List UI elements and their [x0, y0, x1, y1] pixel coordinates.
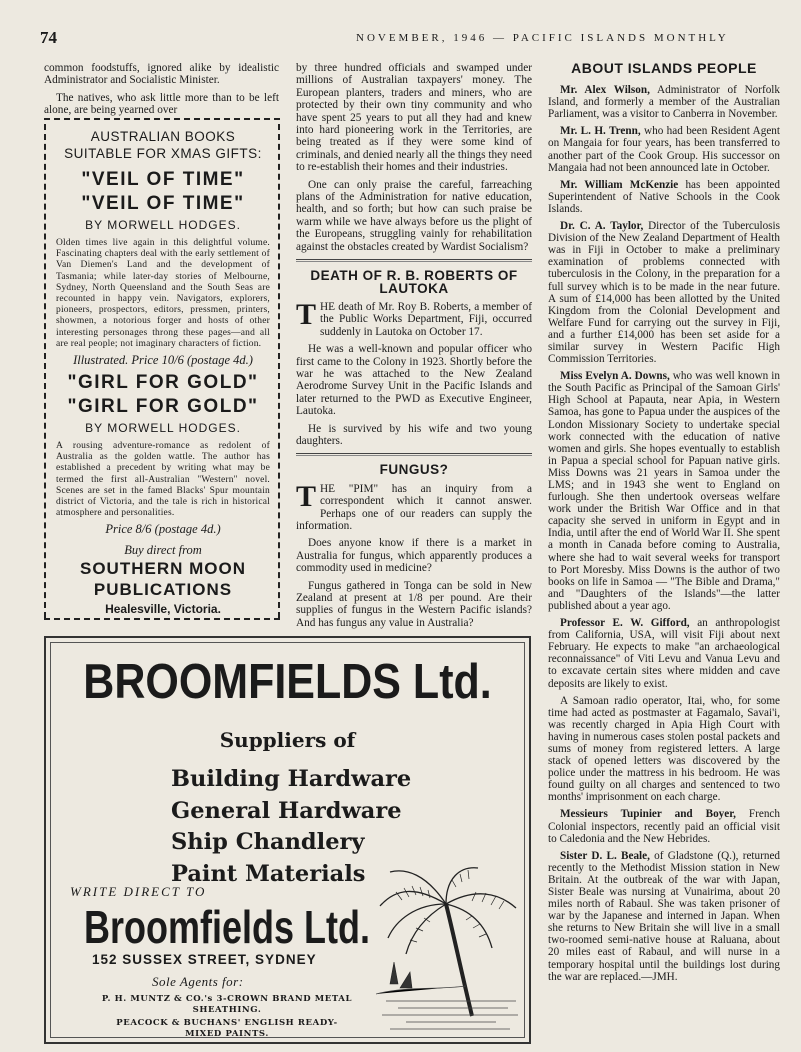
buy-direct: Buy direct from — [124, 543, 202, 558]
news-text: Director of the Tuberculosis Division of the New Zealand Department of Health was in Fiji in October to make a preliminary examination of problems connected with tuberculosis in the Colony, in the preparation for a full survey which is to be made in the near future. A sum of £14,000 has been allotted by the United Kingdom from the Colonial Development and Welfare Fund for carrying out the survey in Fiji, and a further £14,000 has been set aside for a similar survey in Western Pacific High Commission Territories. — [548, 220, 780, 366]
news-text: A Samoan radio operator, Itai, who, for some time had acted as postmaster at Fagamalo, Savai'i, was recently charged in Apia High Court with having in numerous cases stolen postal packets and sums of money from registered letters. A large stack of opened letters was discovered by the police under the mattress in his bedroom. He was found guilty on all charges and sentenced to two months' imprisonment on each charge. — [548, 694, 780, 804]
book-price: Illustrated. Price 10/6 (postage 4d.) — [73, 353, 253, 368]
col1-para: The natives, who ask little more than to be left alone, are being yearned over — [44, 91, 279, 117]
news-item — [548, 179, 780, 215]
person-name: Professor E. W. Gifford, — [560, 617, 690, 630]
person-name: Miss Evelyn A. Downs, — [560, 370, 670, 383]
person-name: Mr. Alex Wilson, — [560, 84, 650, 97]
ad-address: 152 SUSSEX STREET, SYDNEY — [92, 952, 317, 967]
news-text: of Gladstone (Q.), returned recently to the Methodist Mission station in New Britain. At the outbreak of the war with Japan, Sister Beale was nursing at Vunairima, about 20 miles north of Rabaul. She was taken prisoner of war by the Japanese and interned in Japan. When she returns to New Britain she will live in a small two-roomed semi-native house at Raluana, about 20 miles east of Rabaul, and will nurse in a temporary hospital until the buildings lost during the war are replaced.—JMH. — [548, 849, 780, 983]
publisher-place: Healesville, Victoria. — [105, 602, 221, 617]
column-2 — [296, 62, 532, 634]
books-heading: AUSTRALIAN BOOKS — [90, 129, 236, 144]
books-heading: SUITABLE FOR XMAS GIFTS: — [64, 146, 262, 161]
drop-cap: T — [296, 297, 317, 331]
news-item — [548, 695, 780, 804]
person-name: Sister D. L. Beale, — [560, 849, 650, 862]
news-item — [548, 850, 780, 983]
article-text: HE "PIM" has an inquiry from a correspondent which it cannot answer. Perhaps one of our readers can supply the information. — [296, 482, 532, 532]
article-para — [296, 479, 532, 533]
book-price: Price 8/6 (postage 4d.) — [105, 522, 221, 537]
ad-product: Ship Chandlery — [171, 829, 365, 855]
section-rule — [296, 453, 532, 456]
person-name: Mr. L. H. Trenn, — [560, 125, 641, 138]
news-item — [548, 220, 780, 365]
column-3 — [548, 62, 780, 988]
book-blurb: A rousing adventure-romance as redolent of Australia as the golden wattle. The author has established a precedent by writing what may be termed the first all-Australian "Western" novel. Scenes are set in the famed Blacks' Spur mountain district of Victoria, and the tale is rich in historical atmosphere and personalities. — [56, 441, 270, 519]
ad-border — [44, 618, 280, 626]
islands-people-heading: ABOUT ISLANDS PEOPLE — [571, 60, 757, 76]
news-text: Administrator of Norfolk Island, and formerly a member of the Australian Parliament, was a visitor to Canberra in November. — [548, 84, 781, 121]
publisher-name: PUBLICATIONS — [93, 580, 233, 600]
book-author: BY MORWELL HODGES. — [85, 218, 241, 232]
book-title: "GIRL FOR GOLD" — [67, 372, 259, 394]
ad-title: BROOMFIELDS Ltd. — [83, 654, 492, 710]
news-item — [548, 808, 780, 844]
article-para: Does anyone know if there is a market in Australia for fungus, which apparently produces a commodity used in medicine? — [296, 537, 532, 575]
ad-border — [278, 124, 280, 618]
person-name: Messieurs Tupinier and Boyer, — [560, 808, 736, 821]
news-item — [548, 125, 780, 173]
news-item — [548, 370, 780, 612]
ad-product: Building Hardware — [171, 766, 412, 792]
book-blurb: Olden times live again in this delightful volume. Fascinating chapters deal with the early settlement of Van Diemen's Land and the development of Tasmania; while later-day stories of Melbourne, Sydney, North Queensland and the South Seas are recounted in happy vein. Navigators, explorers, pioneers, prospectors, editors, pressmen, printers, showmen, a notorious forger and hosts of other interesting personages throng these pages—and all are real people; not imaginary characters of fiction. — [56, 238, 270, 349]
article-para: One can only praise the careful, farreaching plans of the Administration for native education, health, and so forth; but how can such praise be warm while we have always before us the plight of the Europeans, struggling vainly for rehabilitation against the obstacles created by Wardist Socialism? — [296, 178, 532, 253]
ad-sole-agents: Sole Agents for: — [152, 974, 244, 989]
ad-suppliers: Suppliers of — [219, 728, 356, 752]
book-title: "VEIL OF TIME" — [81, 169, 245, 190]
article-text: HE death of Mr. Roy B. Roberts, a member of the Public Works Department, Fiji, occurred suddenly in Lautoka on October 17. — [320, 300, 532, 338]
ad-product: Paint Materials — [171, 860, 366, 887]
book-title: "VEIL OF TIME" — [81, 193, 245, 214]
broomfields-advertisement — [44, 636, 531, 1044]
news-text: who was well known in the South Pacific as Principal of the Samoan Girls' High School at Papauta, near Apia, in Western Samoa, has gone to Papua under the auspices of the London Missionary Society to undertake special work connected with the education of native women and girls. She hopes eventually to establish in Papua a special school for Papuan native girls. Miss Downs was 21 years in Samoa under the LMS; and in 1943 she went to England on furlough. She then undertook overseas welfare work under the British War Office and in that capacity she served in uniform in Egypt and in India, until after the end of World War II. She spent a month in Canada before coming to Australia, where she had to wait several weeks for transport to Port Moresby. Miss Downs is the author of two books on life in Samoa — "The Bible and Drama," and "Daughters of the Islands"—the latter published about a year ago. — [548, 370, 780, 612]
news-text: has been appointed Superintendent of Native Schools in the Cook Islands. — [548, 178, 780, 215]
article-para: He is survived by his wife and two young daughters. — [296, 422, 532, 447]
ad-company-name: Broomfields Ltd. — [84, 900, 370, 954]
fungus-heading: FUNGUS? — [379, 462, 449, 478]
news-text: who had been Resident Agent on Mangaia for four years, has been transferred to another part of the Cook Group. His successor on Mangaia had not been announced late in October. — [548, 125, 780, 174]
person-name: Dr. C. A. Taylor, — [560, 220, 644, 233]
publisher-name: SOUTHERN MOON — [80, 559, 246, 579]
ad-agent-line: P. H. MUNTZ & CO.'s 3-CROWN BRAND METAL — [101, 994, 353, 1004]
news-item — [548, 617, 780, 690]
ad-border — [44, 124, 46, 618]
book-author: BY MORWELL HODGES. — [85, 421, 241, 436]
ad-border — [44, 118, 280, 126]
col1-para: common foodstuffs, ignored alike by idealistic Administrator and Socialistic Minister. — [44, 62, 279, 87]
news-item — [548, 84, 780, 120]
ad-agent-line: MIXED PAINTS. — [185, 1029, 269, 1039]
book-title: "GIRL FOR GOLD" — [67, 396, 259, 418]
books-advertisement — [44, 118, 280, 622]
palm-tree-illustration — [376, 866, 526, 1036]
article-para: by three hundred officials and swamped under millions of Australian taxpayers' money. The European planters, traders and miners, who are protected by their own tiny community and who have spent 25 years to put all they had and knew into hard pioneering work in the Territories, are being treated as if they were some kind of criminals, and denied nearly all the things they need to re-establish their homes and their industries. — [296, 62, 532, 174]
article-para: Fungus gathered in Tonga can be sold in New Zealand at present at 1/8 per pound. Are their supplies of fungus in the Western Pacific islands? And has fungus any value in Australia? — [296, 579, 532, 629]
page-number: 74 — [40, 28, 57, 47]
running-head: NOVEMBER, 1946 — PACIFIC ISLANDS MONTHLY — [356, 32, 729, 44]
ad-write-direct: WRITE DIRECT TO — [70, 884, 207, 899]
ad-agent-line: PEACOCK & BUCHANS' ENGLISH READY- — [116, 1018, 338, 1028]
article-para: He was a well-known and popular officer who first came to the Colony in 1923. Shortly before the war he was attached to the New Zealand Aerodrome Survey Unit in the Pacific Islands and later returned to the PWD as Executive Engineer, Lautoka. — [296, 343, 532, 418]
ad-agent-line: SHEATHING. — [192, 1005, 262, 1015]
column-1-text — [44, 62, 279, 117]
news-text: French Colonial inspectors, recently paid an official visit to Caledonia and the New Hebrides. — [548, 808, 780, 845]
news-text: an anthropologist from California, USA, will visit Fiji about next February. He expects to make "an archaeological reconnaissance" of Viti Levu and Vanua Levu and to excavate certain sites where midden and cave deposits are likely to exist. — [548, 617, 780, 690]
person-name: Mr. William McKenzie — [560, 178, 679, 191]
drop-cap: T — [296, 479, 317, 513]
article-para — [296, 297, 532, 338]
section-rule — [296, 259, 532, 262]
death-heading: DEATH OF R. B. ROBERTS OF LAUTOKA — [310, 268, 518, 296]
ad-product: General Hardware — [171, 797, 402, 824]
